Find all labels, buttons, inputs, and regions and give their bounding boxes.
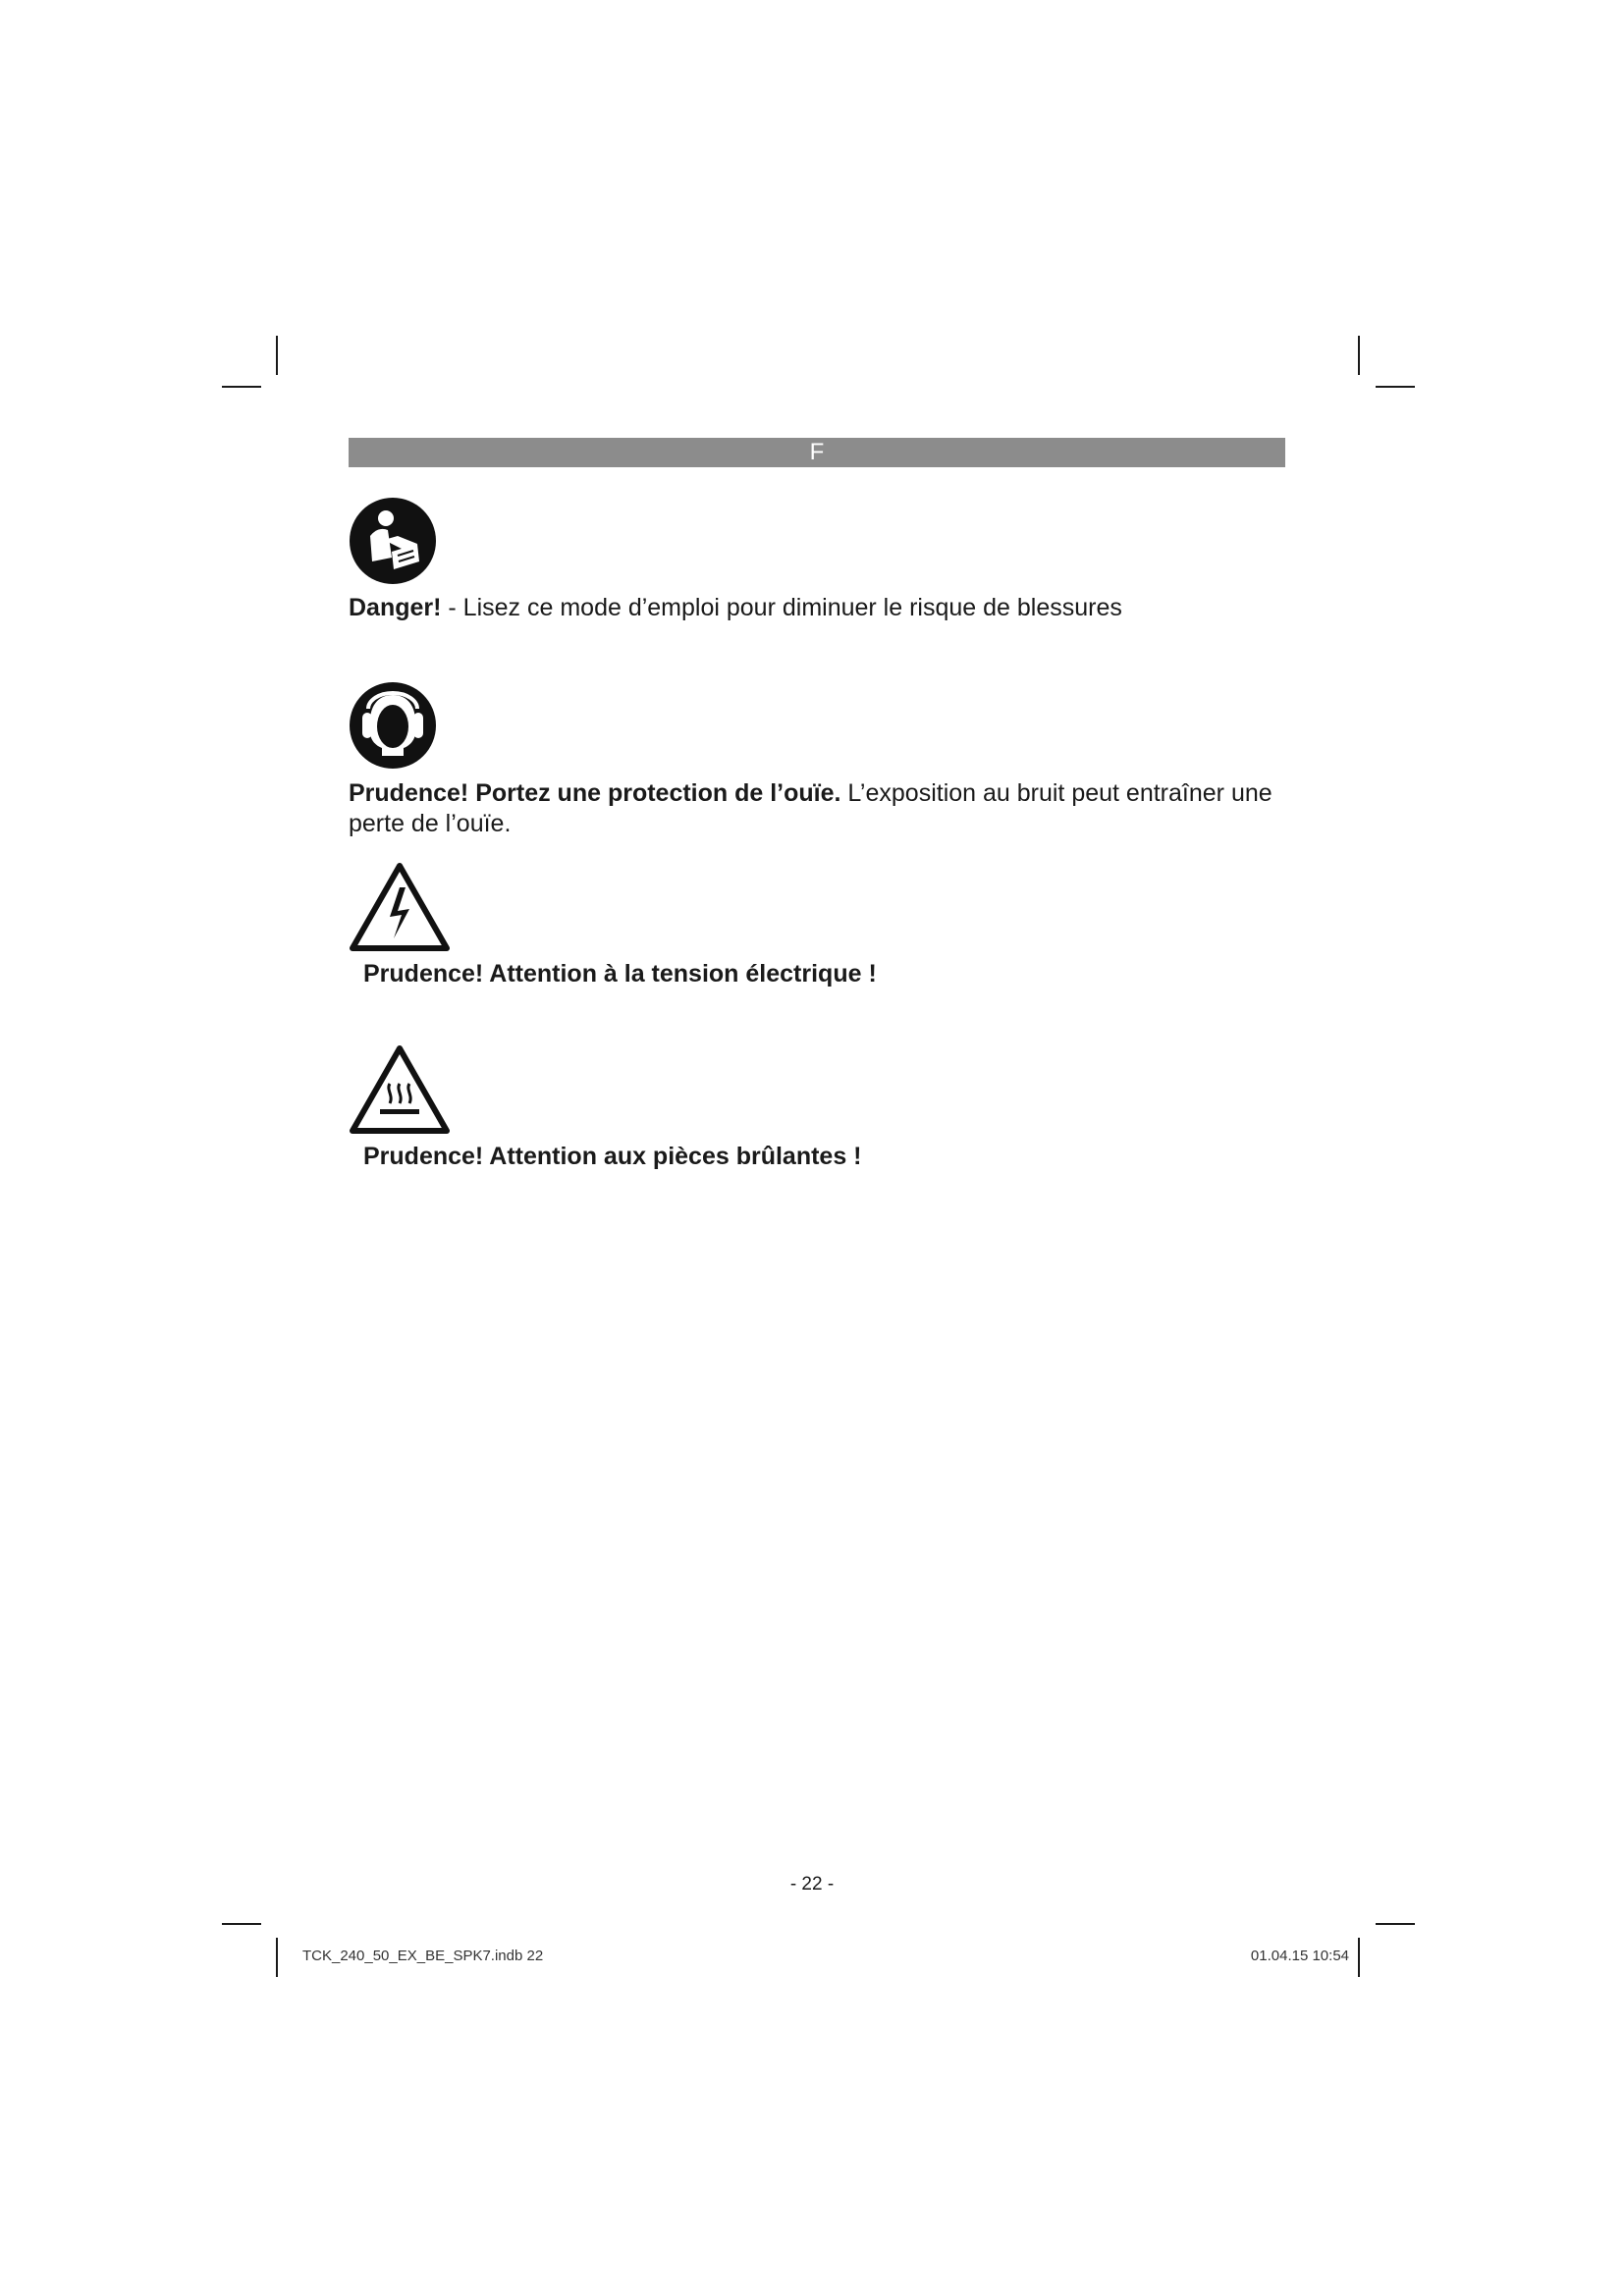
warning-hearing-protection-text: L’exposition au bruit peut entraîner une perte de l’ouïe. [349, 779, 1272, 837]
language-code: F [809, 439, 825, 465]
crop-mark-top-left-vertical [276, 336, 278, 375]
crop-mark-top-right-vertical [1358, 336, 1360, 375]
crop-mark-top-left-horizontal [222, 386, 261, 388]
crop-mark-bottom-right-vertical [1358, 1938, 1360, 1977]
warning-hot-surface [363, 1142, 1286, 1172]
warning-read-manual-text: - Lisez ce mode d’emploi pour diminuer le risque de blessures [441, 594, 1122, 621]
read-manual-icon [349, 497, 437, 585]
page-number: - 22 - [789, 1874, 835, 1895]
hearing-protection-icon [349, 681, 437, 770]
warning-electric-shock [363, 959, 1286, 989]
crop-mark-bottom-right-horizontal [1376, 1923, 1415, 1925]
warning-read-manual [349, 593, 1291, 623]
warning-hearing-protection [349, 778, 1291, 839]
warning-read-manual-bold: Danger! [349, 594, 442, 621]
electric-shock-icon [349, 862, 451, 952]
footer-date-time: 01.04.15 10:54 [1250, 1948, 1349, 1964]
footer-file-name: TCK_240_50_EX_BE_SPK7.indb 22 [302, 1948, 544, 1964]
hot-surface-icon [349, 1044, 451, 1135]
crop-mark-bottom-left-horizontal [222, 1923, 261, 1925]
crop-mark-top-right-horizontal [1376, 386, 1415, 388]
warning-hot-surface-bold: Prudence! Attention aux pièces brûlantes ! [363, 1143, 862, 1170]
language-header-bar [349, 438, 1285, 467]
warning-electric-shock-bold: Prudence! Attention à la tension électrique ! [363, 960, 877, 988]
warning-hearing-protection-bold: Prudence! Portez une protection de l’ouïe. [349, 779, 841, 807]
crop-mark-bottom-left-vertical [276, 1938, 278, 1977]
